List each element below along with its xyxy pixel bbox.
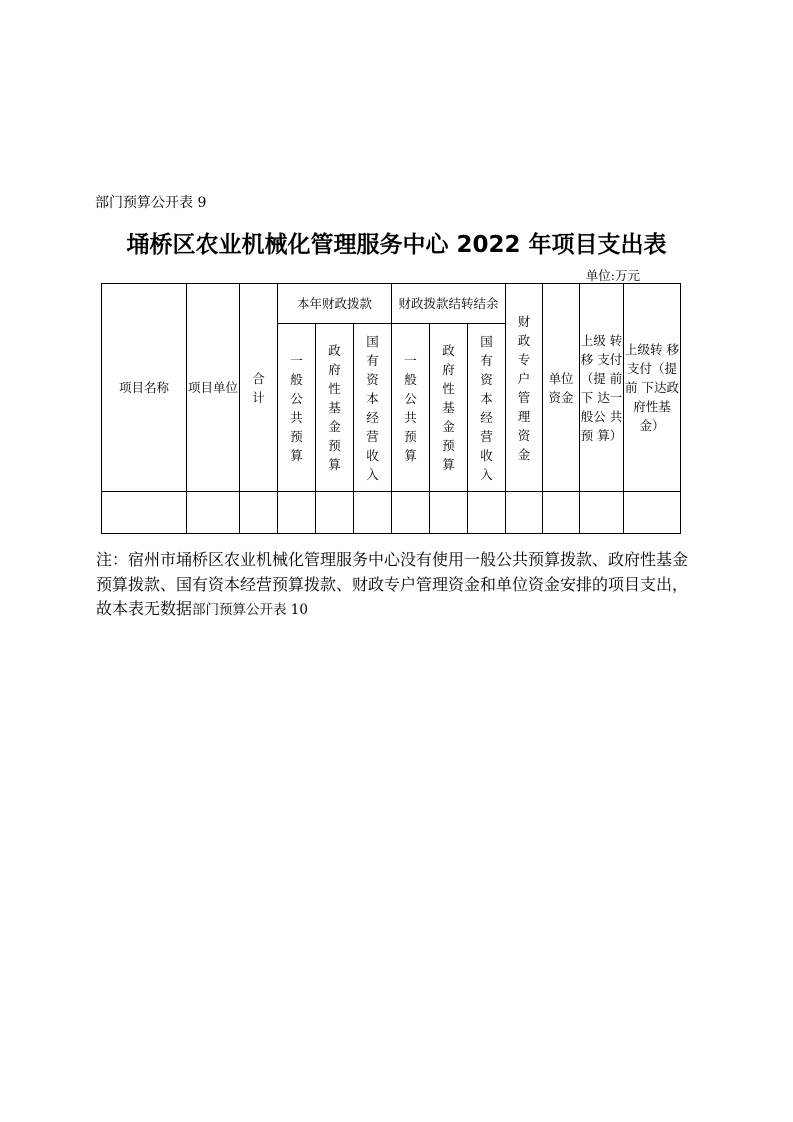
table-cell [187,492,240,534]
table-cell [543,492,580,534]
project-expenditure-table [101,283,681,534]
note-text [96,548,696,623]
header-special-fund [506,284,543,492]
header-project-name: 项目名称 [102,284,187,492]
header-gov-fund-2 [430,324,468,492]
table-number-label: 部门预算公开表 9 [95,195,207,211]
header-unit-fund [543,284,580,492]
table-cell [506,492,543,534]
note-body: 注：宿州市埇桥区农业机械化管理服务中心没有使用一般公共预算拨款、政府性基金预算拨款、国有资本经营预算拨款、财政专户管理资金和单位资金安排的项目支出，故本表无数据 [96,550,689,618]
header-gov-fund [316,324,354,492]
unit-label: 单位:万元 [585,268,640,283]
header-total [240,284,278,492]
header-transfer-gov [624,284,681,492]
table-cell [316,492,354,534]
table-cell [624,492,681,534]
header-transfer-general-text: 上级 转移 支付（提 前下 达一般公 共预 算） [580,332,623,443]
table-cell [468,492,506,534]
table-cell [430,492,468,534]
header-general-budget-2 [392,324,430,492]
header-carryover: 财政拨款结转结余 [392,284,506,324]
table-cell [392,492,430,534]
header-general-budget [278,324,316,492]
header-total-text: 合计 [252,370,265,405]
header-general-budget-text: 一般公共预算 [290,352,303,463]
table-cell [278,492,316,534]
next-table-label: 部门预算公开表 10 [192,602,308,618]
header-current-appropriation: 本年财政拨款 [278,284,392,324]
header-state-capital [354,324,392,492]
header-gov-fund-text: 政府性基金预算 [328,343,341,472]
page-title: 埇桥区农业机械化管理服务中心 2022 年项目支出表 [126,232,667,258]
table-cell [354,492,392,534]
header-special-fund-text: 财政专户管理资金 [517,313,531,462]
header-unit-fund-text: 单位资金 [548,370,574,405]
header-general-budget-2-text: 一般公共预算 [404,352,417,463]
table-row [102,492,681,534]
header-transfer-gov-text: 上级转 移支付（提前 下达政 府性基 金） [625,342,679,433]
header-state-capital-2 [468,324,506,492]
header-state-capital-text: 国有资本经营收入 [366,333,379,482]
header-project-unit: 项目单位 [187,284,240,492]
header-transfer-general [580,284,624,492]
table-cell [580,492,624,534]
header-gov-fund-2-text: 政府性基金预算 [442,343,455,472]
table-cell [102,492,187,534]
table-cell [240,492,278,534]
header-state-capital-2-text: 国有资本经营收入 [480,333,493,482]
